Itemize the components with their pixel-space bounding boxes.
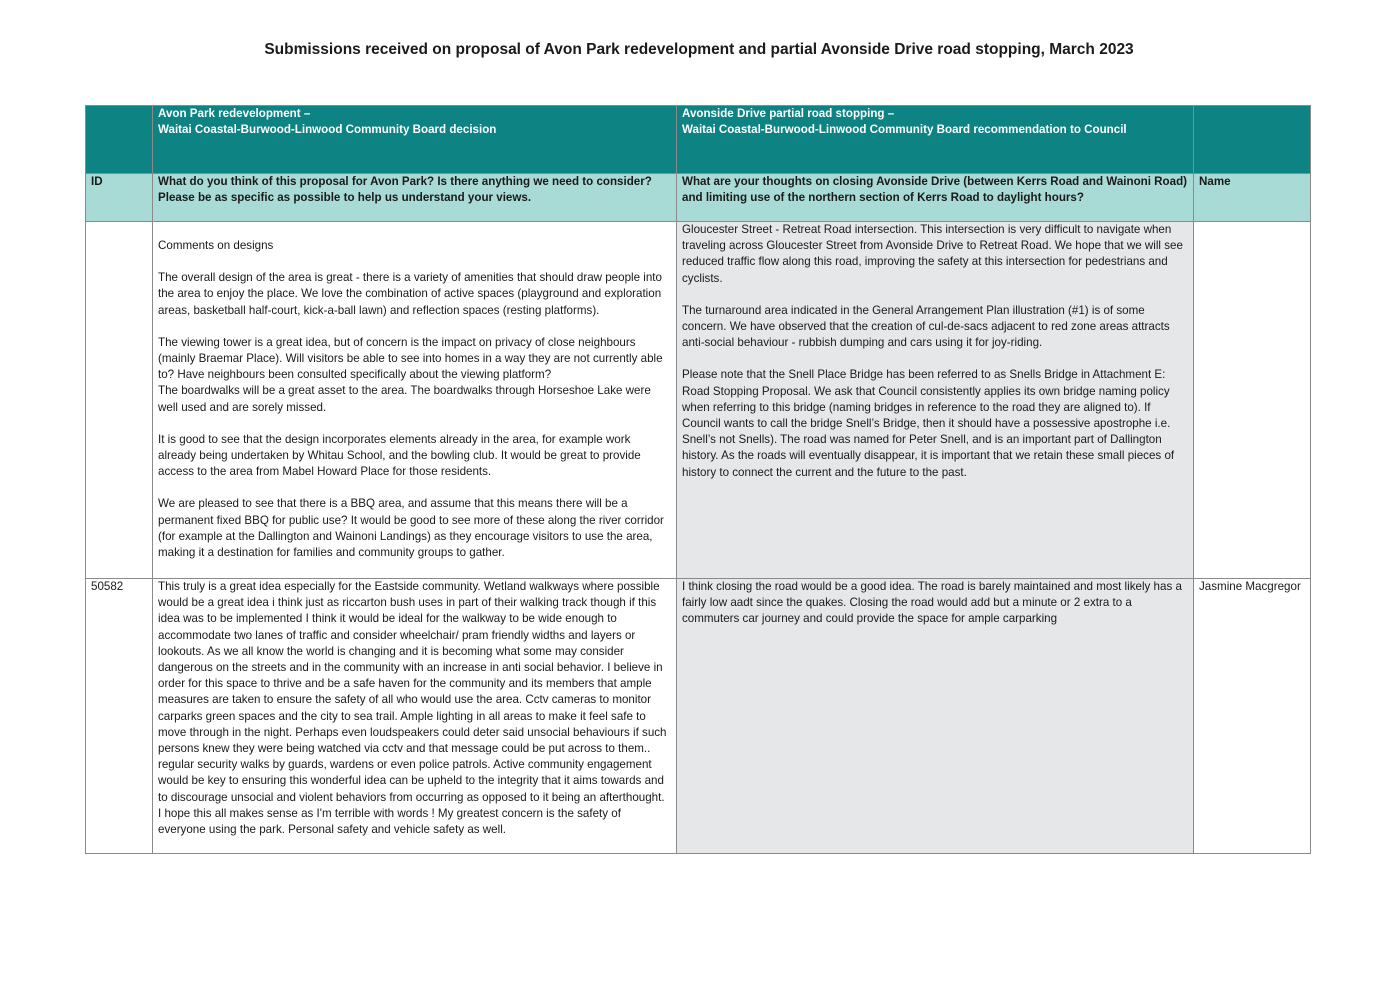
road-question-header: What are your thoughts on closing Avonside Drive (between Kerrs Road and Wainoni Road) and limiting use of the northern section of Kerrs Road to daylight hours? [677,174,1194,222]
table-row [86,579,1311,854]
header-band-road-cell [677,106,1194,174]
park-comment-paragraph: Comments on designs [158,239,274,252]
park-comment-paragraph: It is good to see that the design incorporates elements already in the area, for example work already being undertaken by Whitau School, and the bowling club. It would be great to provide access to the area from Mabel Howard Place for those residents. [158,432,641,479]
park-comment-cell [153,222,677,579]
submitter-name-cell: Jasmine Macgregor [1194,579,1311,854]
road-comment-cell [677,222,1194,579]
road-comment-paragraph: Gloucester Street - Retreat Road intersection. This intersection is very difficult to navigate when traveling across Gloucester Street from Avonside Drive to Retreat Road. We hope that we will see reduced traffic flow along this road, improving the safety at this intersection for pedestrians and cyclists. [682,223,1183,285]
park-comment-paragraph: The boardwalks will be a great asset to the area. The boardwalks through Horseshoe Lake were well used and are sorely missed. [158,384,651,414]
id-column-header: ID [86,174,153,222]
road-comment-paragraph: Please note that the Snell Place Bridge has been referred to as Snells Bridge in Attachment E: Road Stopping Proposal. We ask that Council consistently applies its own bridge naming policy when referring to this bridge (naming bridges in reference to the road they are aligned to). If Council wants to call the bridge Snell’s Bridge, then it should have a possessive apostrophe i.e. Snell’s not Snells). The road was named for Peter Snell, and is an important part of Dallington history. As the roads will eventually disappear, it is important that we retain these small pieces of history to connect the current and the future to the past. [682,368,1175,479]
name-column-header: Name [1194,174,1311,222]
park-comment-paragraph: The overall design of the area is great - there is a variety of amenities that should draw people into the area to enjoy the place. We love the combination of active spaces (playground and exploration areas, basketball half-court, kick-a-ball lawn) and reflection spaces (resting platforms). [158,271,662,317]
park-comment-cell: This truly is a great idea especially for the Eastside community. Wetland walkways where possible would be a great idea i think just as riccarton bush uses in part of their walking track though if this idea was to be implemented I think it would be ideal for the walkway to be wide enough to accommodate two lanes of traffic and consider wheelchair/ pram friendly widths and layers or lookouts. As we all know the world is changing and it is becoming what some may consider dangerous on the streets and in the community with an increase in anti social behavior. I believe in order for this space to thrive and be a safe haven for the community and its members that ample measures are taken to ensure the safety of all who would use the area. Cctv cameras to monitor carparks green spaces and the city to sea trail. Ample lighting in all areas to make it feel safe to move through in the night. Perhaps even loudspeakers could deter said unsocial behaviours if such persons knew they were being watched via cctv and that message could be put across to them.. regular security walks by guards, wardens or even police patrols. Active community engagement would be key to ensuring this wonderful idea can be upheld to the integrity that it aims towards and to discourage unsocial and violent behaviors from occurring as opposed to it being an afterthought. I hope this all makes sense as I'm terrible with words ! My greatest concern is the safety of everyone using the park. Personal safety and vehicle safety as well. [153,579,677,854]
submission-id-cell: 50582 [86,579,153,854]
park-section-board: Waitai Coastal-Burwood-Linwood Community Board decision [158,123,497,137]
document-title: Submissions received on proposal of Avon Park redevelopment and partial Avonside Drive road stopping, March 2023 [264,41,1134,58]
submissions-table [85,105,1311,854]
park-comment-paragraph: The viewing tower is a great idea, but of concern is the impact on privacy of close neighbours (mainly Braemar Place). Will visitors be able to see into homes in a way they are not currently able to? Have neighbours been consulted specifically about the viewing platform? [158,335,663,382]
road-comment-cell: I think closing the road would be a good idea. The road is barely maintained and most likely has a fairly low aadt since the quakes. Closing the road would add but a minute or 2 extra to a commuters car journey and could provide the space for ample carparking [677,579,1194,854]
road-section-board: Waitai Coastal-Burwood-Linwood Community Board recommendation to Council [682,123,1127,137]
submission-id-cell [86,222,153,579]
table-row [86,222,1311,579]
park-comment-paragraph: We are pleased to see that there is a BBQ area, and assume that this means there will be a permanent fixed BBQ for public use? It would be good to see more of these along the river corridor (for example at the Dallington and Wainoni Landings) as they encourage visitors to use the area, making it a destination for families and community groups to gather. [158,497,664,560]
header-band-row [86,106,1311,174]
park-question-header: What do you think of this proposal for Avon Park? Is there anything we need to consider? Please be as specific as possible to help us understand your views. [153,174,677,222]
road-section-heading: Avonside Drive partial road stopping – [682,107,895,120]
submitter-name-cell [1194,222,1311,579]
header-band-park-cell [153,106,677,174]
question-row [86,174,1311,222]
park-section-heading: Avon Park redevelopment – [158,107,311,120]
header-band-name-cell [1194,106,1311,174]
header-band-id-cell [86,106,153,174]
road-comment-paragraph: The turnaround area indicated in the General Arrangement Plan illustration (#1) is of some concern. We have observed that the creation of cul-de-sacs adjacent to red zone areas attracts anti-social behaviour - rubbish dumping and cars using it for joy-riding. [682,303,1170,350]
